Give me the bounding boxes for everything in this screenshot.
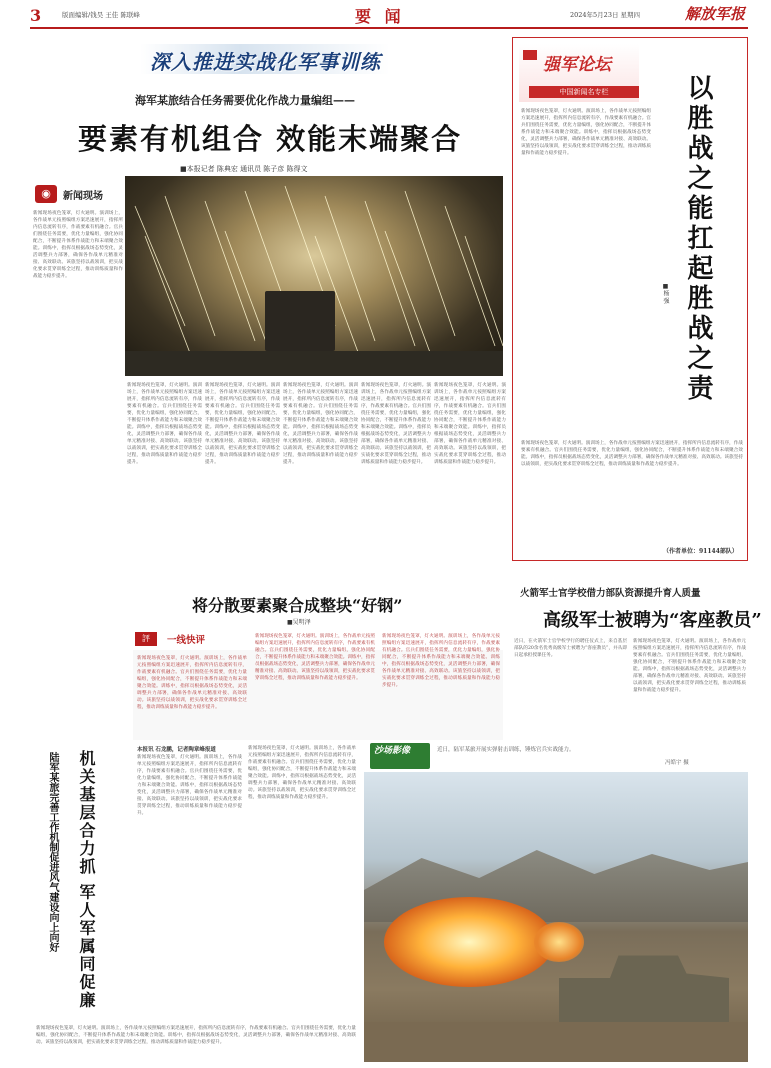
article3-col1: 新闻现场夜色笼罩，灯火通明。演训场上，各作战单元按照编组方案迅速展开，指挥所内信息流转有序，作战要素有机融合。官兵们围绕任务需要，优化力量编组，强化协同配合，不断提升体系作战能力和末端聚合效能。训练中，指挥员根据战场态势变化，灵活调整兵力部署，确保各作战单元精准对接、高效联动。该旅坚持以战领训，把实战化要求贯穿训练全过程，推动训练质量和作战能力稳步提升。 [137,755,242,816]
article2-headline: 将分散要素聚合成整块“好钢” [192,596,403,615]
commentary-brand-block [519,44,639,102]
ground-terrain [364,1022,748,1062]
rocket-lead: 近日，在火箭军士官学校学行的聘任仪式上，来自基层部队的20余名优秀高级军士被聘为“客座教员”，并从即日起承担授课任务。 [514,639,627,658]
banner-title: 深入推进实战化军事训练 [150,50,381,74]
commentary-box [512,37,748,561]
commentary-brand: 强军论坛 [543,55,611,75]
photo-tag-label: 沙场影像 [374,746,411,756]
page-header [0,0,771,28]
commentary-col1: 新闻现场夜色笼罩，灯火通明。演训场上，各作战单元按照编组方案迅速展开，指挥所内信息流转有序，作战要素有机融合。官兵们围绕任务需要，优化力量编组，强化协同配合，不断提升体系作战能力和末端聚合效能。训练中，指挥员根据战场态势变化，灵活调整兵力部署，确保各作战单元精准对接、高效联动。该旅坚持以战领训，把实战化要求贯穿训练全过程，推动训练质量和作战能力稳步提升。 [521,109,651,156]
rocket-kicker: 火箭军士官学校借力部队资源提升育人质量 [520,588,701,599]
ground [125,351,503,376]
article1-col3: 新闻现场夜色笼罩，灯火通明。演训场上，各作战单元按照编组方案迅速展开，指挥所内信息流转有序，作战要素有机融合。官兵们围绕任务需要，优化力量编组，强化协同配合，不断提升体系作战能力和末端聚合效能。训练中，指挥员根据战场态势变化，灵活调整兵力部署，确保各作战单元精准对接、高效联动。该旅坚持以战领训，把实战化要求贯穿训练全过程，推动训练质量和作战能力稳步提升。 [283,383,358,465]
article3-col2: 新闻现场夜色笼罩，灯火通明。演训场上，各作战单元按照编组方案迅速展开，指挥所内信息流转有序，作战要素有机融合。官兵们围绕任务需要，优化力量编组，强化协同配合，不断提升体系作战能力和末端聚合效能。训练中，指挥员根据战场态势变化，灵活调整兵力部署，确保各作战单元精准对接、高效联动。该旅坚持以战领训，把实战化要求贯穿训练全过程，推动训练质量和作战能力稳步提升。 [248,746,356,800]
commentary-subtitle: 中国新闻名专栏 [529,86,639,98]
flag-icon [523,50,537,60]
header-rule [30,27,748,29]
left-column-text: 新闻现场夜色笼罩，灯火通明。演训场上，各作战单元按照编组方案迅速展开，指挥所内信息流转有序，作战要素有机融合。官兵们围绕任务需要，优化力量编组，强化协同配合，不断提升体系作战能力和末端聚合效能。训练中，指挥员根据战场态势变化，灵活调整兵力部署，确保各作战单元精准对接、高效联动。该旅坚持以战领训，把实战化要求贯穿训练全过程，推动训练质量和作战能力稳步提升。 [33,211,123,279]
article3-footer: 新闻现场夜色笼罩，灯火通明。演训场上，各作战单元按照编组方案迅速展开，指挥所内信息流转有序，作战要素有机融合。官兵们围绕任务需要，优化力量编组，强化协同配合，不断提升体系作战能力和末端聚合效能。训练中，指挥员根据战场态势变化，灵活调整兵力部署，确保各作战单元精准对接、高效联动。该旅坚持以战领训，把实战化要求贯穿训练全过程，推动训练质量和作战能力稳步提升。 [36,1026,356,1045]
article-headline: 要素有机组合 效能末端聚合 [78,122,463,156]
quick-review-tag [135,630,255,648]
muzzle-blast-2 [534,922,584,962]
review-icon: 評 [135,632,157,646]
rocket-headline: 高级军士被聘为“客座教员” [543,610,762,631]
article1-col1: 新闻现场夜色笼罩，灯火通明。演训场上，各作战单元按照编组方案迅速展开，指挥所内信息流转有序，作战要素有机融合。官兵们围绕任务需要，优化力量编组，强化协同配合，不断提升体系作战能力和末端聚合效能。训练中，指挥员根据战场态势变化，灵活调整兵力部署，确保各作战单元精准对接、高效联动。该旅坚持以战领训，把实战化要求贯穿训练全过程，推动训练质量和作战能力稳步提升。 [127,383,202,465]
article3-kicker: 陆军某旅完善工作机制促进风气建设向上向好 [47,752,58,952]
article-kicker: 海军某旅结合任务需要优化作战力量编组—— [135,94,355,107]
article3-byline: 本报讯 石龙鹏，记者陶章峰报道 [137,747,216,753]
howitzer-vehicle [559,942,729,1032]
news-scene-label: 新闻现场 [63,190,103,202]
article-byline: ■本报记者 陈典宏 通讯员 陈子彦 陈得文 [180,165,308,173]
issue-date: 2024年5月23日 星期四 [570,11,641,19]
camera-icon: ◉ [35,185,57,203]
article1-col5: 新闻现场夜色笼罩，灯火通明。演训场上，各作战单元按照编组方案迅速展开，指挥所内信息流转有序，作战要素有机融合。官兵们围绕任务需要，优化力量编组，强化协同配合，不断提升体系作战能力和末端聚合效能。训练中，指挥员根据战场态势变化，灵活调整兵力部署，确保各作战单元精准对接、高效联动。该旅坚持以战领训，把实战化要求贯穿训练全过程，推动训练质量和作战能力稳步提升。 [434,383,506,465]
artillery-photo [364,772,748,1062]
photo-tag [370,743,430,769]
commentary-author: ■杨 强 [662,283,669,304]
news-scene-tag [35,183,125,205]
article2-byline: ■吴明泽 [287,619,311,626]
commentary-title: 以胜战之能扛起胜战之责 [683,74,713,404]
muzzle-blast [384,897,554,987]
rocket-col2: 新闻现场夜色笼罩，灯火通明。演训场上，各作战单元按照编组方案迅速展开，指挥所内信息流转有序，作战要素有机融合。官兵们围绕任务需要，优化力量编组，强化协同配合，不断提升体系作战能力和末端聚合效能。训练中，指挥员根据战场态势变化，灵活调整兵力部署，确保各作战单元精准对接、高效联动。该旅坚持以战领训，把实战化要求贯穿训练全过程，推动训练质量和作战能力稳步提升。 [633,639,746,693]
launcher-vehicle [265,291,335,351]
section-title: 要 闻 [355,7,405,26]
masthead-logo: 解放军报 [685,5,746,23]
article3-headline: 机关基层合力抓 军人军属同促廉 [77,750,96,1010]
article1-col4: 新闻现场夜色笼罩，灯火通明。演训场上，各作战单元按照编组方案迅速展开，指挥所内信息流转有序，作战要素有机融合。官兵们围绕任务需要，优化力量编组，强化协同配合，不断提升体系作战能力和末端聚合效能。训练中，指挥员根据战场态势变化，灵活调整兵力部署，确保各作战单元精准对接、高效联动。该旅坚持以战领训，把实战化要求贯穿训练全过程，推动训练质量和作战能力稳步提升。 [361,383,431,465]
commentary-body: 新闻现场夜色笼罩，灯火通明。演训场上，各作战单元按照编组方案迅速展开，指挥所内信息流转有序，作战要素有机融合。官兵们围绕任务需要，优化力量编组，强化协同配合，不断提升体系作战能力和末端聚合效能。训练中，指挥员根据战场态势变化，灵活调整兵力部署，确保各作战单元精准对接、高效联动。该旅坚持以战领训，把实战化要求贯穿训练全过程，推动训练质量和作战能力稳步提升。 [521,441,743,467]
quick-review-label: 一线快评 [167,635,206,646]
photo-caption: 近日，陆军某旅开展实弹射击训练，锤炼官兵实战能力。 [437,747,575,753]
page-number: 3 [30,6,42,25]
night-exercise-photo [125,176,503,376]
article1-col2: 新闻现场夜色笼罩，灯火通明。演训场上，各作战单元按照编组方案迅速展开，指挥所内信息流转有序，作战要素有机融合。官兵们围绕任务需要，优化力量编组，强化协同配合，不断提升体系作战能力和末端聚合效能。训练中，指挥员根据战场态势变化，灵活调整兵力部署，确保各作战单元精准对接、高效联动。该旅坚持以战领训，把实战化要求贯穿训练全过程，推动训练质量和作战能力稳步提升。 [205,383,280,465]
commentary-credit: （作者单位：91144部队） [663,548,738,555]
article2-col3: 新闻现场夜色笼罩，灯火通明。演训场上，各作战单元按照编组方案迅速展开，指挥所内信息流转有序，作战要素有机融合。官兵们围绕任务需要，优化力量编组，强化协同配合，不断提升体系作战能力和末端聚合效能。训练中，指挥员根据战场态势变化，灵活调整兵力部署，确保各作战单元精准对接、高效联动。该旅坚持以战领训，把实战化要求贯穿训练全过程，推动训练质量和作战能力稳步提升。 [382,634,500,688]
article2-col2: 新闻现场夜色笼罩，灯火通明。演训场上，各作战单元按照编组方案迅速展开，指挥所内信息流转有序，作战要素有机融合。官兵们围绕任务需要，优化力量编组，强化协同配合，不断提升体系作战能力和末端聚合效能。训练中，指挥员根据战场态势变化，灵活调整兵力部署，确保各作战单元精准对接、高效联动。该旅坚持以战领训，把实战化要求贯穿训练全过程，推动训练质量和作战能力稳步提升。 [255,634,375,681]
article2-col1: 新闻现场夜色笼罩，灯火通明。演训场上，各作战单元按照编组方案迅速展开，指挥所内信息流转有序，作战要素有机融合。官兵们围绕任务需要，优化力量编组，强化协同配合，不断提升体系作战能力和末端聚合效能。训练中，指挥员根据战场态势变化，灵活调整兵力部署，确保各作战单元精准对接、高效联动。该旅坚持以战领训，把实战化要求贯穿训练全过程，推动训练质量和作战能力稳步提升。 [137,656,247,710]
page-editors: 版面编辑/钱昊 王佳 陈联峰 [62,11,140,19]
photo-author: 冯皓宇 摄 [665,760,689,766]
